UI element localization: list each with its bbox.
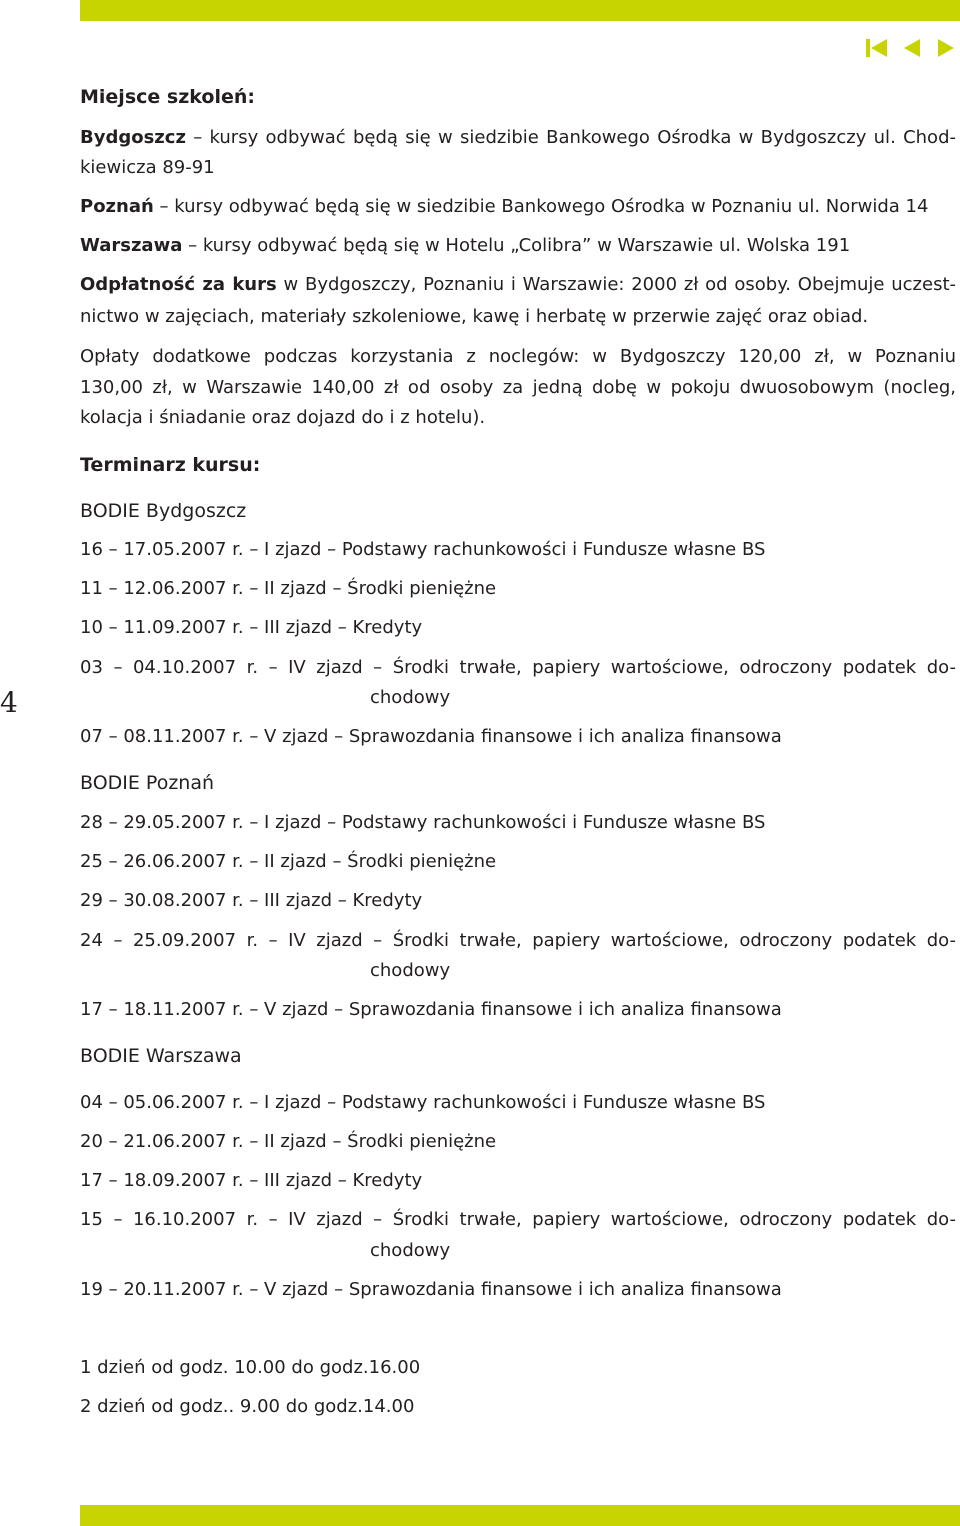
top-accent-bar — [80, 0, 960, 21]
schedule-row: 24 – 25.09.2007 r. – IV zjazd – Środki trwałe, papiery wartościowe, odroczony podatek do- — [80, 930, 956, 951]
extra-fee-line-2: 130,00 zł, w Warszawie 140,00 zł od osoby za jedną dobę w pokoju dwuosobowym (nocleg, — [80, 377, 956, 398]
schedule-row: 25 – 26.06.2007 r. – II zjazd – Środki pieniężne — [80, 851, 497, 872]
location-bydgoszcz — [80, 122, 956, 153]
schedule-row: 10 – 11.09.2007 r. – III zjazd – Kredyty — [80, 617, 423, 638]
schedule-row: 07 – 08.11.2007 r. – V zjazd – Sprawozdania finansowe i ich analiza finansowa — [80, 726, 782, 747]
schedule-row: 11 – 12.06.2007 r. – II zjazd – Środki pieniężne — [80, 578, 497, 599]
locations-heading: Miejsce szkoleń: — [80, 86, 255, 108]
fee-text: w Bydgoszczy, Poznaniu i Warszawie: 2000 zł od osoby. Obejmuje uczest- — [283, 274, 956, 295]
schedule-heading: Terminarz kursu: — [80, 454, 261, 476]
group-title: BODIE Warszawa — [80, 1045, 242, 1067]
fee-line-2: nictwo w zajęciach, materiały szkoleniowe, kawę i herbatę w przerwie zajęć oraz obiad. — [80, 306, 869, 327]
page-navigation — [866, 38, 956, 58]
schedule-row: 28 – 29.05.2007 r. – I zjazd – Podstawy rachunkowości i Fundusze własne BS — [80, 812, 766, 833]
schedule-row: 04 – 05.06.2007 r. – I zjazd – Podstawy rachunkowości i Fundusze własne BS — [80, 1092, 766, 1113]
hours-day-2: 2 dzień od godz.. 9.00 do godz.14.00 — [80, 1396, 415, 1417]
hours-day-1: 1 dzień od godz. 10.00 do godz.16.00 — [80, 1357, 421, 1378]
location-text: – kursy odbywać będą się w siedzibie Bankowego Ośrodka w Poznaniu ul. Norwida 14 — [159, 196, 929, 217]
location-city: Warszawa — [80, 235, 183, 256]
schedule-row: 19 – 20.11.2007 r. – V zjazd – Sprawozdania finansowe i ich analiza finansowa — [80, 1279, 782, 1300]
location-poznan — [80, 196, 928, 217]
next-page-icon[interactable] — [936, 38, 956, 58]
schedule-row: 29 – 30.08.2007 r. – III zjazd – Kredyty — [80, 890, 423, 911]
location-bydgoszcz-cont: kiewicza 89-91 — [80, 157, 215, 178]
fee-line-1 — [80, 269, 956, 300]
schedule-row: 03 – 04.10.2007 r. – IV zjazd – Środki trwałe, papiery wartościowe, odroczony podatek do- — [80, 657, 956, 678]
location-warszawa — [80, 235, 850, 256]
schedule-row: 17 – 18.11.2007 r. – V zjazd – Sprawozdania finansowe i ich analiza finansowa — [80, 999, 782, 1020]
page-number: 4 — [0, 686, 18, 719]
location-text: – kursy odbywać będą się w Hotelu „Colibra” w Warszawie ul. Wolska 191 — [188, 235, 851, 256]
bottom-accent-bar — [80, 1505, 960, 1526]
extra-fee-line-3: kolacja i śniadanie oraz dojazd do i z hotelu). — [80, 407, 486, 428]
schedule-row: 17 – 18.09.2007 r. – III zjazd – Kredyty — [80, 1170, 423, 1191]
schedule-row: 15 – 16.10.2007 r. – IV zjazd – Środki trwałe, papiery wartościowe, odroczony podatek do- — [80, 1209, 956, 1230]
group-title: BODIE Poznań — [80, 772, 215, 794]
schedule-row-cont: chodowy — [370, 960, 451, 981]
location-city: Poznań — [80, 196, 154, 217]
group-title: BODIE Bydgoszcz — [80, 500, 247, 522]
previous-page-icon[interactable] — [902, 38, 922, 58]
extra-fee-line-1: Opłaty dodatkowe podczas korzystania z noclegów: w Bydgoszczy 120,00 zł, w Poznaniu — [80, 346, 956, 367]
location-text: – kursy odbywać będą się w siedzibie Bankowego Ośrodka w Bydgoszczy ul. Chod- — [193, 127, 956, 148]
location-city: Bydgoszcz — [80, 127, 186, 148]
first-page-icon[interactable] — [866, 38, 888, 58]
schedule-row-cont: chodowy — [370, 687, 451, 708]
schedule-row-cont: chodowy — [370, 1240, 451, 1261]
schedule-row: 16 – 17.05.2007 r. – I zjazd – Podstawy rachunkowości i Fundusze własne BS — [80, 539, 766, 560]
fee-label: Odpłatność za kurs — [80, 274, 277, 295]
schedule-row: 20 – 21.06.2007 r. – II zjazd – Środki pieniężne — [80, 1131, 497, 1152]
